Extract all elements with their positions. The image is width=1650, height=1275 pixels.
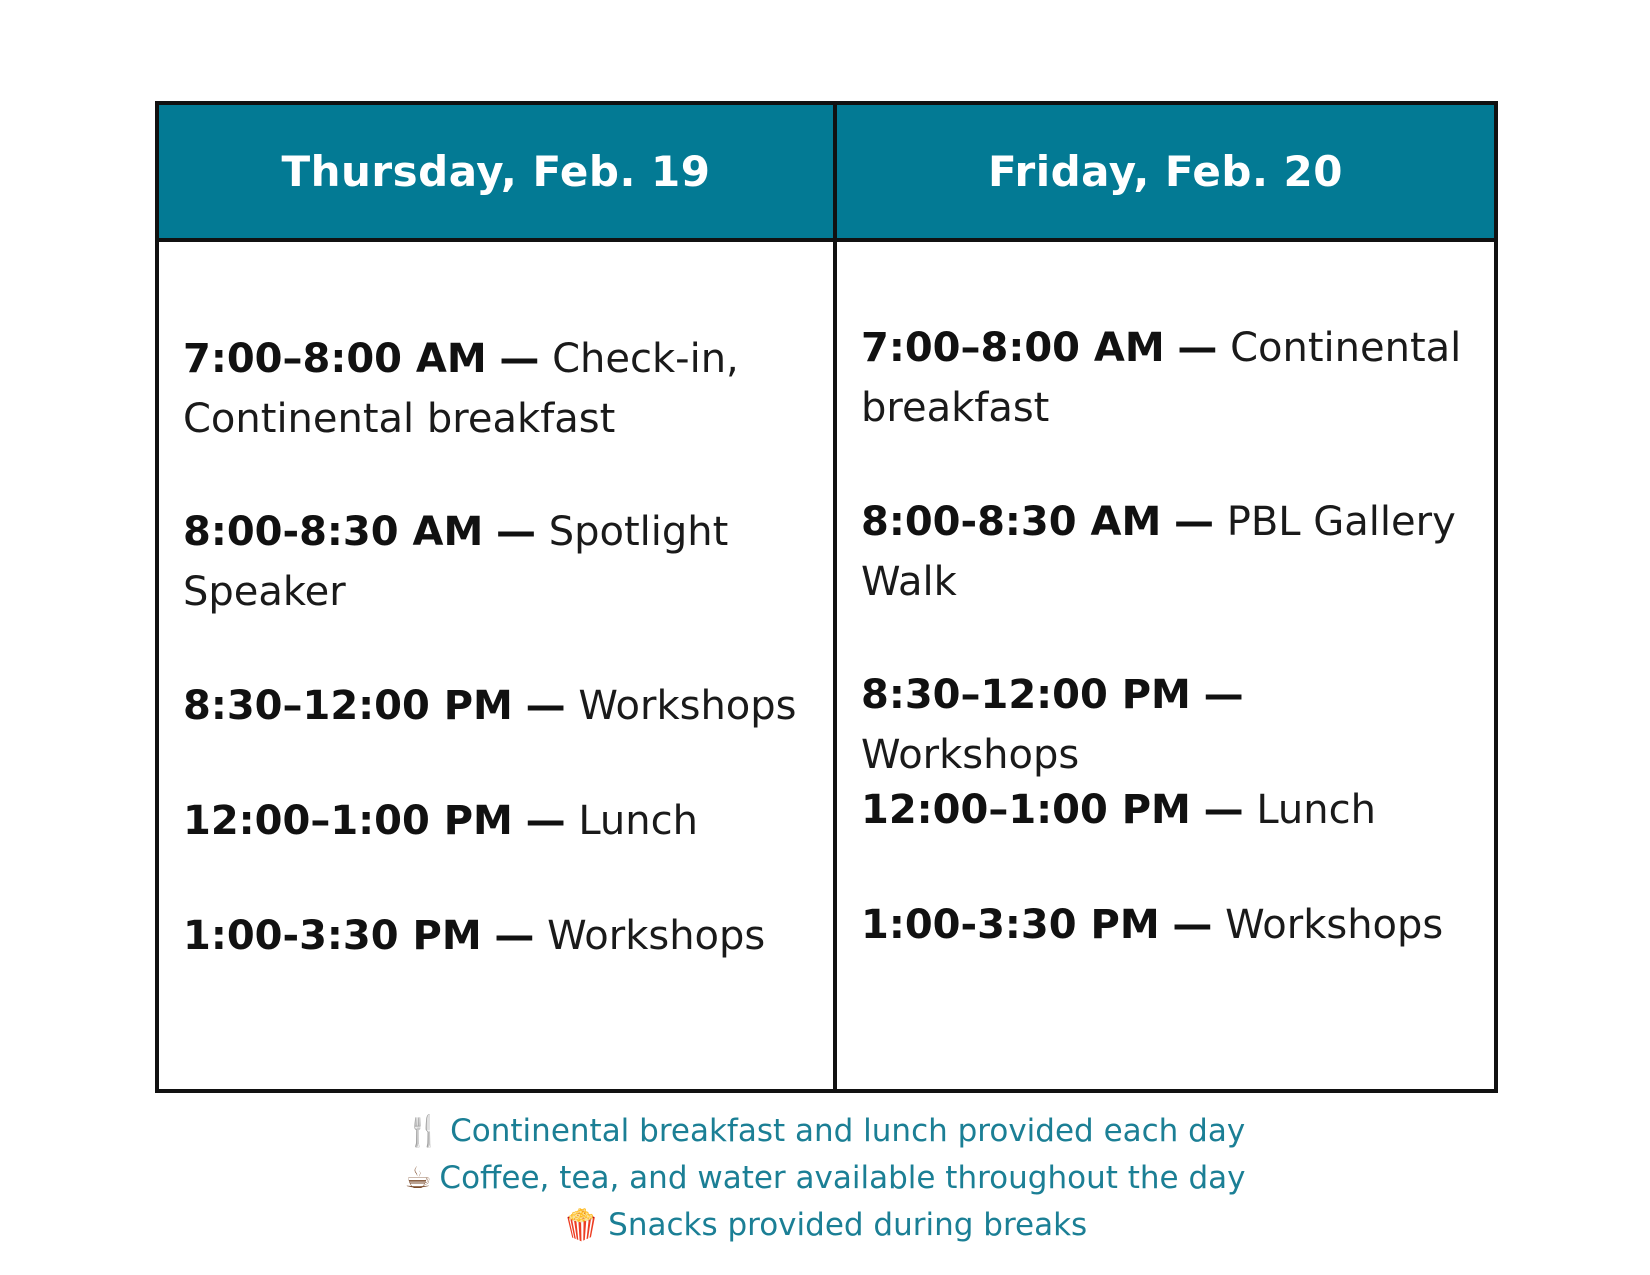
schedule-entry — [183, 791, 813, 851]
entry-description: Spotlight Speaker — [183, 509, 729, 615]
entry-description: Workshops — [547, 913, 766, 959]
thursday-header — [159, 105, 837, 242]
schedule-entry — [183, 676, 813, 736]
entry-time: 12:00–1:00 PM — [183, 798, 513, 844]
schedule-table — [155, 101, 1498, 1093]
note-text: Snacks provided during breaks — [608, 1207, 1088, 1243]
entry-time: 1:00-3:30 PM — [183, 913, 482, 959]
schedule-entry — [183, 502, 813, 622]
friday-header — [837, 105, 1494, 242]
entry-description: Workshops — [861, 732, 1080, 778]
thursday-title: Thursday, Feb. 19 — [281, 147, 711, 196]
entry-description: Workshops — [1225, 902, 1444, 948]
entry-time: 12:00–1:00 PM — [861, 787, 1191, 833]
entry-description: Check-in, Continental breakfast — [183, 336, 739, 442]
note-line — [0, 1202, 1650, 1249]
entry-dash: — — [1172, 902, 1213, 948]
entry-dash: — — [1177, 325, 1218, 371]
entry-time: 8:30–12:00 PM — [183, 683, 513, 729]
entry-time: 8:00-8:30 AM — [183, 509, 484, 555]
friday-schedule — [837, 242, 1494, 1089]
entry-dash: — — [499, 336, 540, 382]
entry-description: Lunch — [578, 798, 698, 844]
entry-description: Lunch — [1256, 787, 1376, 833]
entry-description: PBL Gallery Walk — [861, 499, 1456, 605]
schedule-entry — [861, 318, 1474, 438]
entry-dash: — — [1203, 672, 1244, 718]
schedule-entry — [183, 329, 813, 449]
entry-time: 8:30–12:00 PM — [861, 672, 1191, 718]
schedule-entry — [861, 780, 1474, 840]
entry-dash: — — [525, 798, 566, 844]
entry-description: Continental breakfast — [861, 325, 1462, 431]
note-text: Continental breakfast and lunch provided each day — [450, 1113, 1246, 1149]
entry-time: 7:00–8:00 AM — [861, 325, 1165, 371]
entry-dash: — — [1174, 499, 1214, 545]
amenities-notes — [0, 1108, 1650, 1249]
friday-title: Friday, Feb. 20 — [988, 147, 1343, 196]
coffee-icon: ☕ — [404, 1161, 432, 1196]
entry-time: 8:00-8:30 AM — [861, 499, 1162, 545]
note-line — [0, 1155, 1650, 1202]
schedule-entry — [861, 665, 1474, 785]
utensils-icon: 🍴 — [404, 1114, 443, 1149]
note-text: Coffee, tea, and water available throughout the day — [439, 1160, 1246, 1196]
entry-dash: — — [494, 913, 535, 959]
entry-time: 7:00–8:00 AM — [183, 336, 487, 382]
entry-time: 1:00-3:30 PM — [861, 902, 1160, 948]
schedule-entry — [861, 895, 1474, 955]
entry-dash: — — [525, 683, 566, 729]
schedule-entry — [183, 906, 813, 966]
entry-description: Workshops — [578, 683, 797, 729]
popcorn-icon: 🍿 — [562, 1208, 601, 1243]
schedule-entry — [861, 492, 1474, 612]
note-line — [0, 1108, 1650, 1155]
entry-dash: — — [1203, 787, 1244, 833]
thursday-schedule — [159, 242, 837, 1089]
entry-dash: — — [496, 509, 536, 555]
